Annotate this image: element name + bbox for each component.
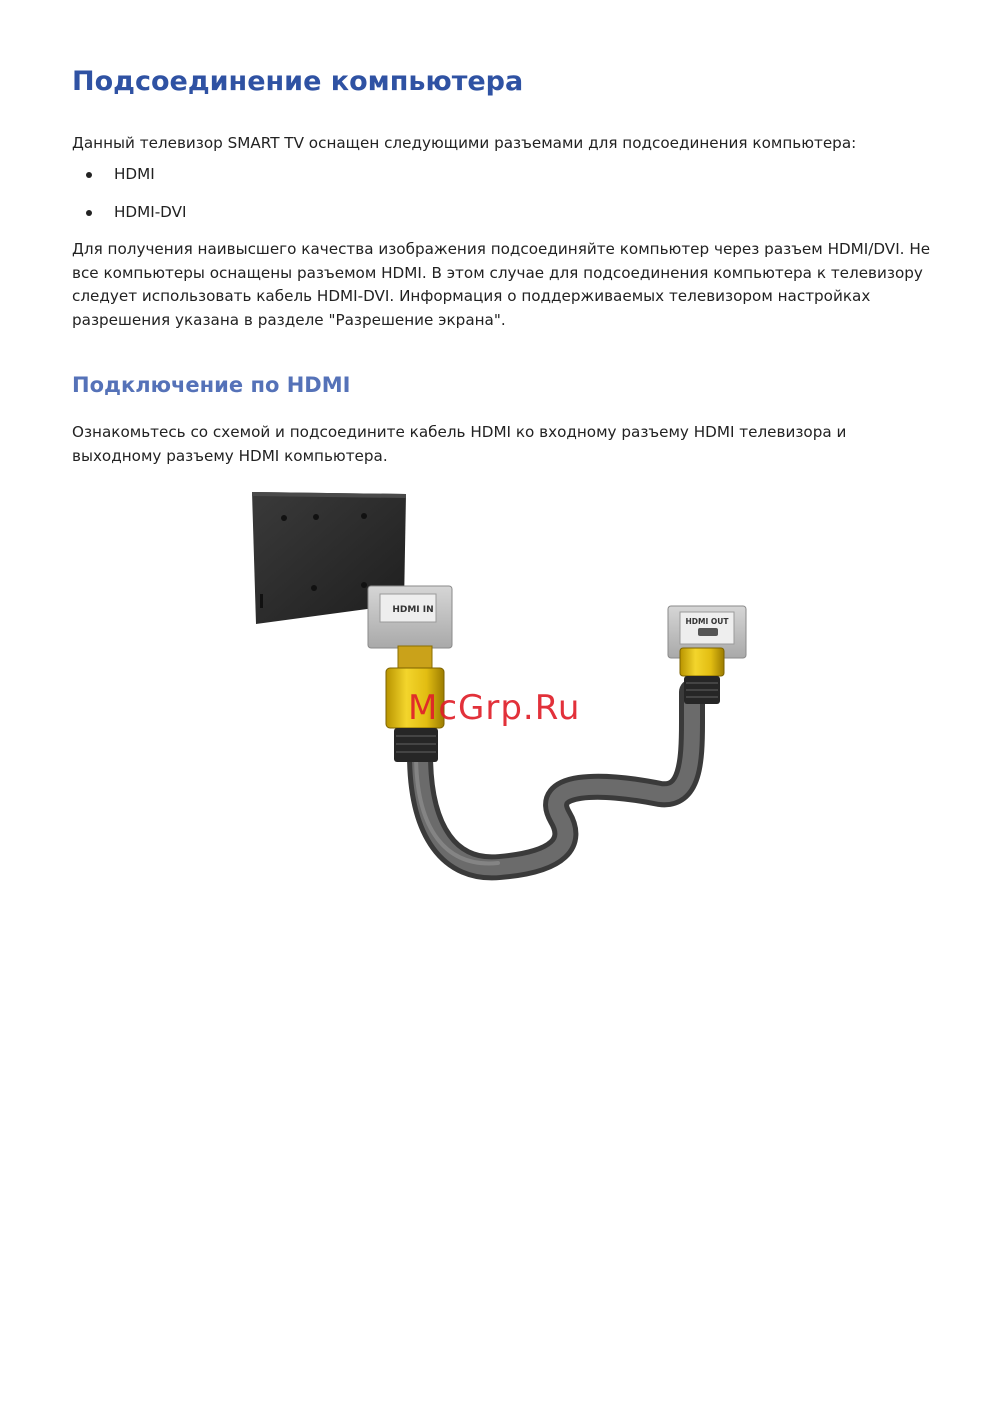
hdmi-in-label: HDMI IN <box>392 605 434 615</box>
section-title: Подключение по HDMI <box>72 373 351 397</box>
watermark: McGrp.Ru <box>408 688 581 728</box>
intro-text: Данный телевизор SMART TV оснащен следующими разъемами для подсоединения компьютера: <box>72 134 857 152</box>
list-item-label: HDMI-DVI <box>114 203 187 221</box>
page-title: Подсоединение компьютера <box>72 66 524 97</box>
list-item <box>86 201 186 224</box>
connection-diagram <box>240 482 780 882</box>
list-item <box>86 163 155 186</box>
hdmi-in-port-icon <box>368 586 452 648</box>
bullet-dot-icon <box>86 210 92 216</box>
quality-paragraph: Для получения наивысшего качества изображения подсоединяйте компьютер через разъем HDMI/DVI. Не все компьютеры оснащены разъемом HDMI. В этом случае для подсоединения компьютера к телевизору следует использовать кабель HDMI-DVI. Информация о поддерживаемых телевизором настройках разрешения указана в разделе "Разрешение экрана". <box>72 240 931 329</box>
bullet-dot-icon <box>86 172 92 178</box>
hdmi-instructions: Ознакомьтесь со схемой и подсоедините кабель HDMI ко входному разъему HDMI телевизора и выходному разъему HDMI компьютера. <box>72 423 847 465</box>
hdmi-plug-right-icon <box>680 648 724 704</box>
list-item-label: HDMI <box>114 165 155 183</box>
hdmi-out-label: HDMI OUT <box>685 617 729 626</box>
